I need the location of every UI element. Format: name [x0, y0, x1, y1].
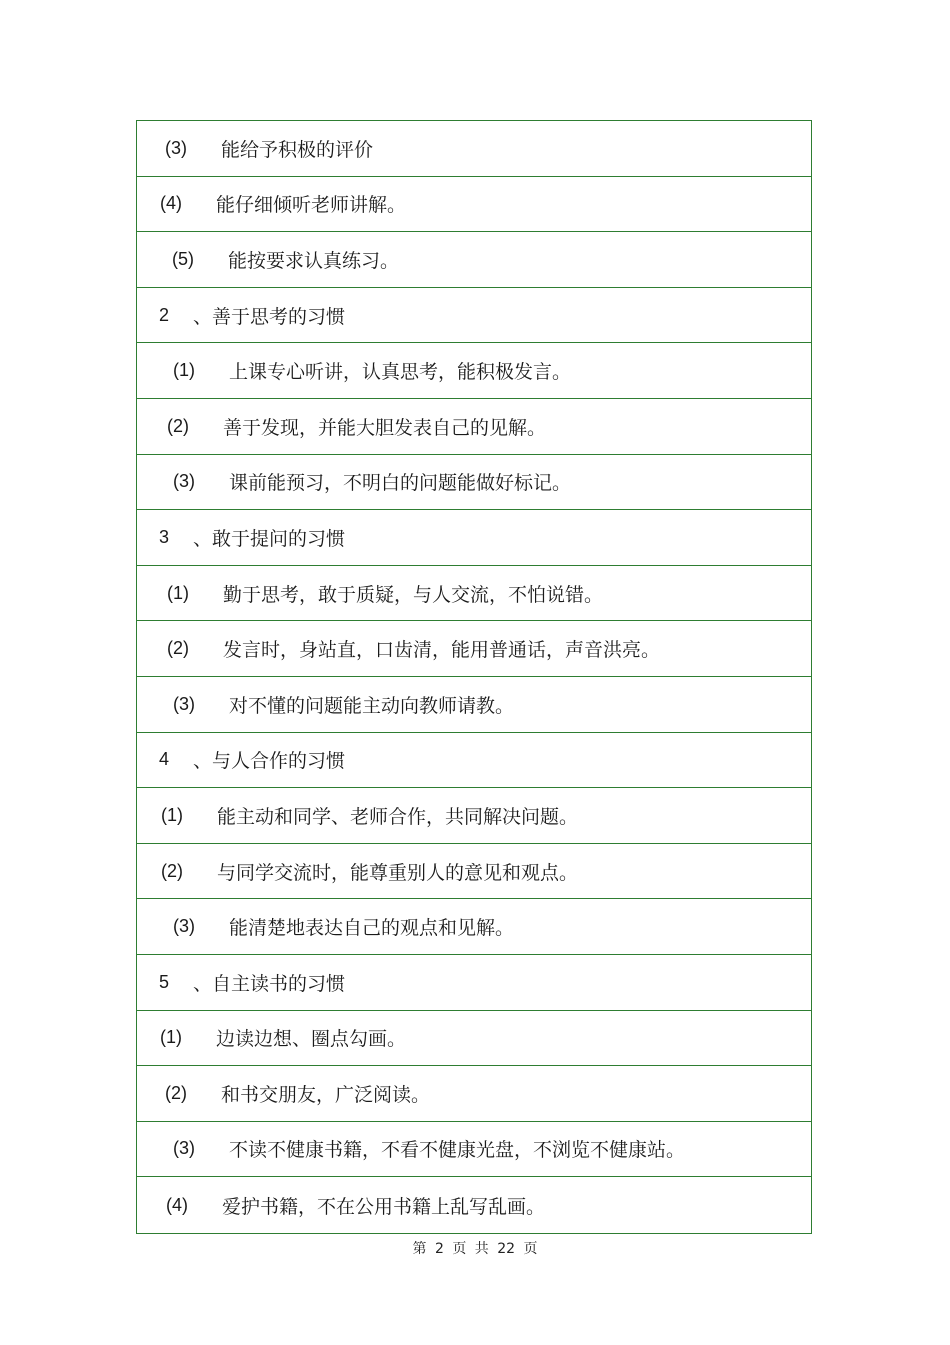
section-number: 2 — [159, 304, 170, 325]
table-row — [137, 899, 811, 955]
item-text: 课前能预习，不明白的问题能做好标记。 — [229, 472, 572, 495]
table-row — [137, 1066, 811, 1122]
section-number: 5 — [159, 971, 170, 992]
item-text: 与同学交流时，能尊重别人的意见和观点。 — [217, 861, 579, 884]
table-row — [137, 121, 811, 177]
item-number: (2) — [167, 415, 189, 436]
item-text: 不读不健康书籍，不看不健康光盘，不浏览不健康站。 — [229, 1139, 686, 1162]
item-number: (2) — [167, 638, 189, 659]
item-text: 边读边想、圈点勾画。 — [216, 1028, 407, 1051]
section-title: 、自主读书的习惯 — [193, 972, 346, 995]
item-number: (3) — [173, 1138, 195, 1159]
item-number: (1) — [173, 360, 195, 381]
section-number: 4 — [159, 749, 170, 770]
item-number: (1) — [167, 582, 189, 603]
table-row — [137, 399, 811, 455]
item-number: (3) — [173, 471, 195, 492]
section-heading-row — [137, 288, 811, 344]
section-heading-row — [137, 733, 811, 789]
table-row — [137, 844, 811, 900]
item-text: 发言时，身站直，口齿清，能用普通话，声音洪亮。 — [223, 639, 661, 662]
section-heading-row — [137, 510, 811, 566]
table-row — [137, 677, 811, 733]
item-number: (4) — [166, 1194, 188, 1215]
item-text: 善于发现，并能大胆发表自己的见解。 — [223, 416, 547, 439]
item-number: (1) — [160, 1027, 182, 1048]
item-number: (2) — [161, 860, 183, 881]
table-row — [137, 177, 811, 233]
habits-table — [136, 120, 812, 1234]
item-number: (2) — [165, 1082, 187, 1103]
item-text: 能按要求认真练习。 — [228, 249, 400, 272]
table-row — [137, 1177, 811, 1233]
section-title: 、与人合作的习惯 — [193, 750, 346, 773]
item-text: 能给予积极的评价 — [221, 138, 374, 161]
item-number: (3) — [173, 693, 195, 714]
item-text: 上课专心听讲，认真思考，能积极发言。 — [229, 361, 572, 384]
table-row — [137, 1011, 811, 1067]
item-text: 能清楚地表达自己的观点和见解。 — [229, 917, 515, 940]
item-text: 勤于思考，敢于质疑，与人交流，不怕说错。 — [223, 583, 604, 606]
footer-suffix: 页 — [523, 1241, 538, 1257]
total-pages-number: 22 — [497, 1241, 516, 1257]
item-number: (3) — [173, 916, 195, 937]
table-row — [137, 621, 811, 677]
footer-page-word: 页 — [452, 1241, 467, 1257]
item-number: (3) — [165, 137, 187, 158]
section-number: 3 — [159, 526, 170, 547]
table-row — [137, 232, 811, 288]
table-row — [137, 1122, 811, 1178]
footer-total-word: 共 — [474, 1241, 489, 1257]
item-text: 能仔细倾听老师讲解。 — [216, 194, 407, 217]
table-row — [137, 455, 811, 511]
item-text: 对不懂的问题能主动向教师请教。 — [229, 694, 515, 717]
section-title: 、善于思考的习惯 — [193, 305, 346, 328]
section-heading-row — [137, 955, 811, 1011]
current-page-number: 2 — [434, 1241, 444, 1257]
page-footer — [0, 1238, 950, 1258]
table-row — [137, 343, 811, 399]
table-row — [137, 566, 811, 622]
section-title: 、敢于提问的习惯 — [193, 527, 346, 550]
item-number: (5) — [172, 248, 194, 269]
item-number: (4) — [160, 193, 182, 214]
item-text: 和书交朋友，广泛阅读。 — [221, 1083, 431, 1106]
item-text: 爱护书籍，不在公用书籍上乱写乱画。 — [222, 1195, 546, 1218]
footer-prefix: 第 — [412, 1241, 427, 1257]
item-number: (1) — [161, 804, 183, 825]
item-text: 能主动和同学、老师合作，共同解决问题。 — [217, 805, 579, 828]
table-row — [137, 788, 811, 844]
